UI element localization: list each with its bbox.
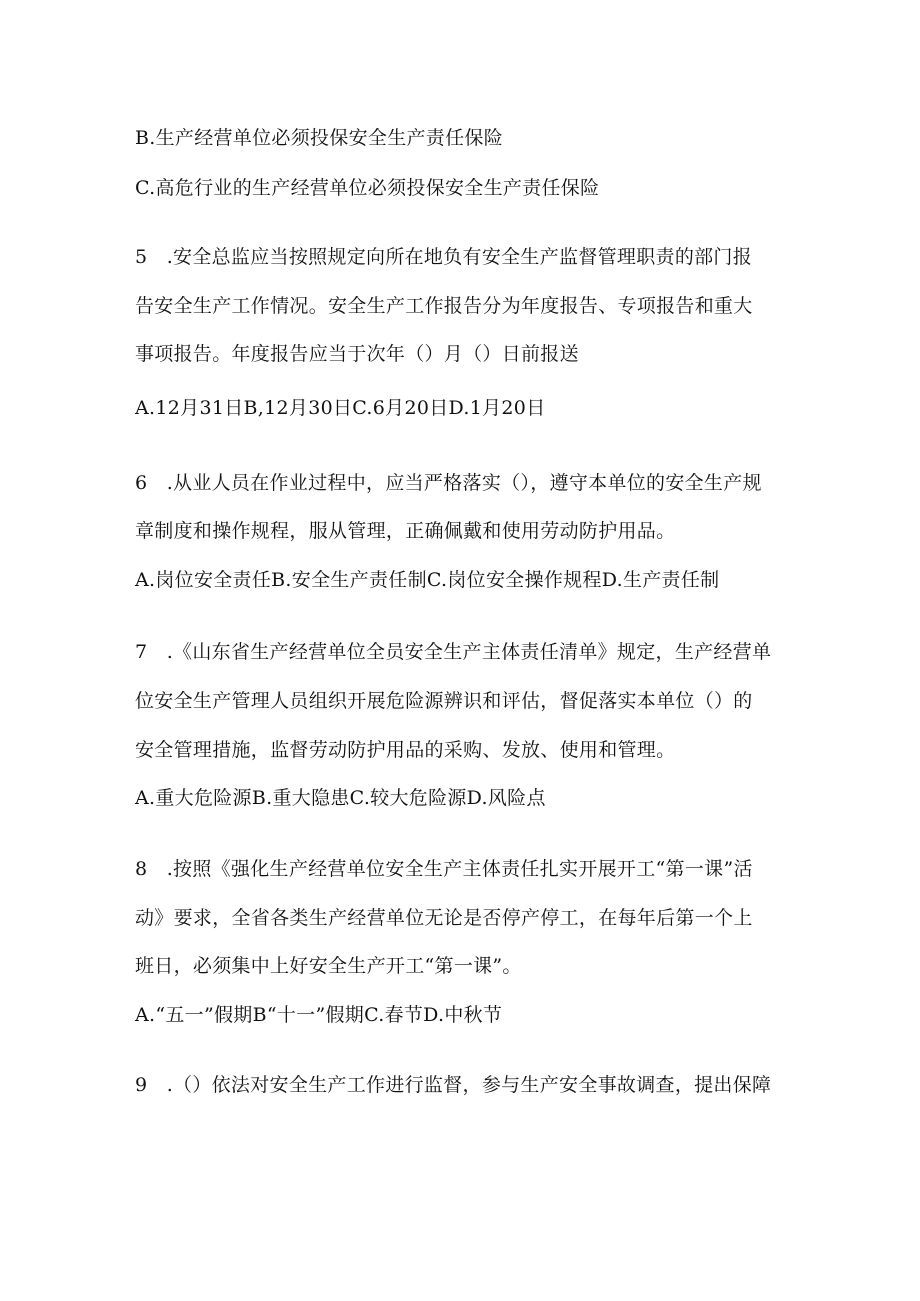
- question-line: 8 .按照《强化生产经营单位安全生产主体责任扎实开展开工“第一课”活: [135, 858, 753, 880]
- option-line: A.“五一”假期B“十一”假期C.春节D.中秋节: [135, 1004, 503, 1026]
- question-line: 7 .《山东省生产经营单位全员安全生产主体责任清单》规定，生产经营单: [135, 641, 772, 663]
- question-line: 安全管理措施，监督劳动防护用品的采购、发放、使用和管理。: [135, 739, 676, 761]
- question-line: 事项报告。年度报告应当于次年（）月（）日前报送: [135, 343, 579, 365]
- option-line: C.高危行业的生产经营单位必须投保安全生产责任保险: [135, 177, 600, 199]
- question-line: 5 .安全总监应当按照规定向所在地负有安全生产监督管理职责的部门报: [135, 246, 753, 268]
- question-line: 位安全生产管理人员组织开展危险源辨识和评估，督促落实本单位（）的: [135, 690, 753, 712]
- option-line: A.重大危险源B.重大隐患C.较大危险源D.风险点: [135, 787, 546, 809]
- option-line: A.岗位安全责任B.安全生产责任制C.岗位安全操作规程D.生产责任制: [135, 569, 720, 591]
- question-line: 9 .（）依法对安全生产工作进行监督，参与生产安全事故调查，提出保障: [135, 1074, 772, 1096]
- question-line: 章制度和操作规程，服从管理，正确佩戴和使用劳动防护用品。: [135, 520, 676, 542]
- question-line: 告安全生产工作情况。安全生产工作报告分为年度报告、专项报告和重大: [135, 295, 753, 317]
- question-line: 班日，必须集中上好安全生产开工“第一课”。: [135, 955, 522, 977]
- option-line: B.生产经营单位必须投保安全生产责任保险: [135, 127, 504, 149]
- question-line: 动》要求，全省各类生产经营单位无论是否停产停工，在每年后第一个上: [135, 907, 753, 929]
- option-line: A.12月31日B,12月30日C.6月20日D.1月20日: [135, 397, 546, 419]
- question-line: 6 .从业人员在作业过程中，应当严格落实（），遵守本单位的安全生产规: [135, 472, 762, 494]
